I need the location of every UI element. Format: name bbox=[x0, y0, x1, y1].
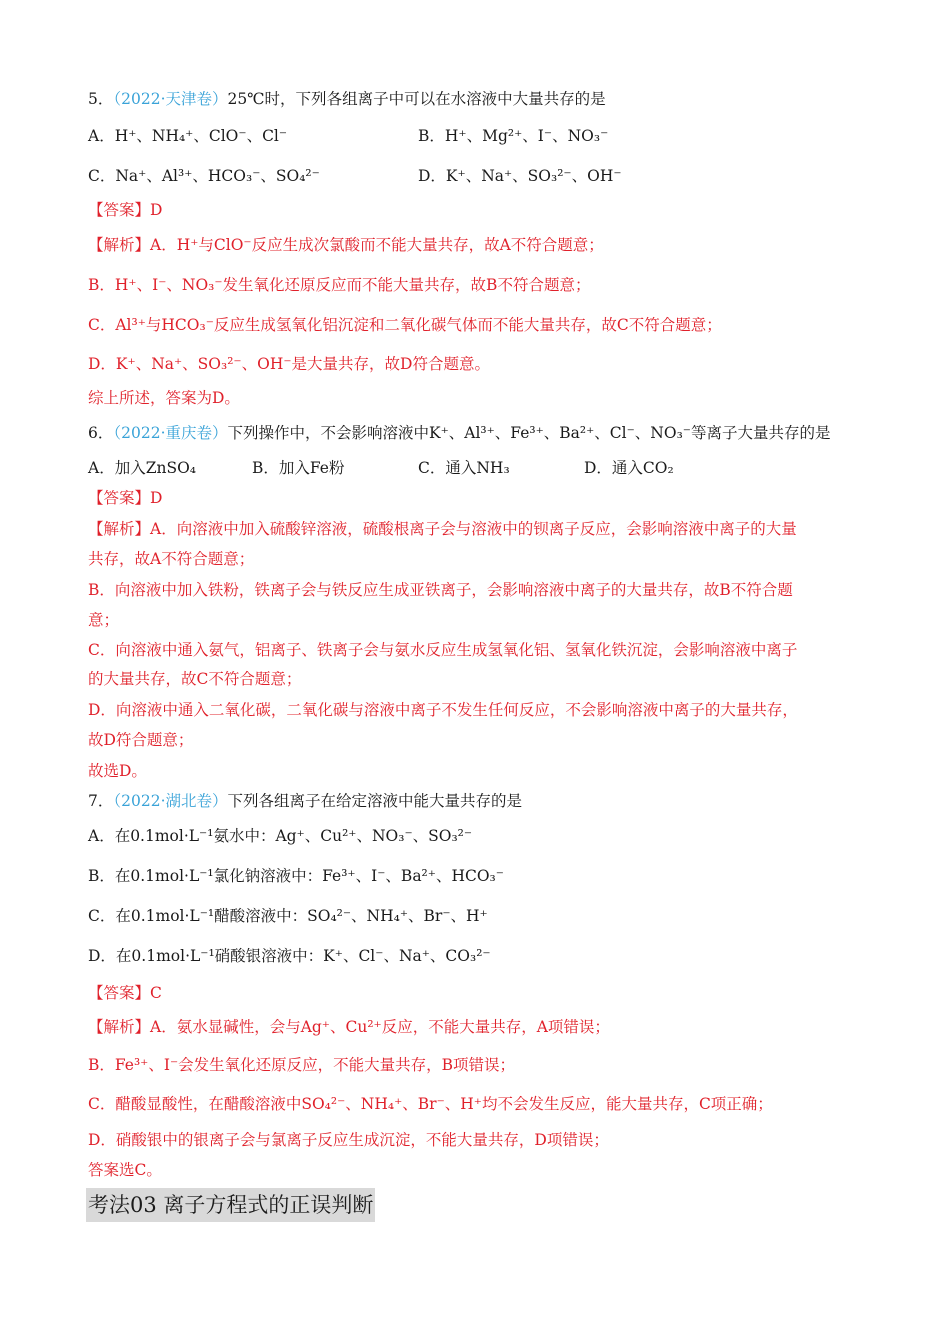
q5-answer: 【答案】D bbox=[88, 201, 163, 219]
q5-explanation-line: D．K⁺、Na⁺、SO₃²⁻、OH⁻是大量共存，故D符合题意。 bbox=[88, 355, 490, 373]
source-tag: （2022·湖北卷） bbox=[113, 792, 228, 810]
q6-option-d: D．通入CO₂ bbox=[584, 459, 674, 477]
q6-explanation-line: 【解析】A．向溶液中加入硫酸锌溶液，硫酸根离子会与溶液中的钡离子反应，会影响溶液中离子的大量 bbox=[88, 520, 797, 538]
q5-option-d: D．K⁺、Na⁺、SO₃²⁻、OH⁻ bbox=[418, 167, 622, 185]
q5-option-a: A．H⁺、NH₄⁺、ClO⁻、Cl⁻ bbox=[88, 127, 288, 145]
q6-explanation-line: D．向溶液中通入二氧化碳，二氧化碳与溶液中离子不发生任何反应，不会影响溶液中离子的大量共存， bbox=[88, 701, 798, 719]
q6-explanation-line: 的大量共存，故C不符合题意； bbox=[88, 670, 302, 688]
q6-explanation-line: 故D符合题意； bbox=[88, 731, 194, 749]
q6-option-a: A．加入ZnSO₄ bbox=[88, 459, 196, 477]
q5-option-b: B．H⁺、Mg²⁺、I⁻、NO₃⁻ bbox=[418, 127, 609, 145]
q6-stem: 6．（2022·重庆卷）下列操作中，不会影响溶液中K⁺、Al³⁺、Fe³⁺、Ba²⁺、Cl⁻、NO₃⁻等离子大量共存的是 bbox=[88, 424, 831, 442]
q5-explanation-line: 综上所述，答案为D。 bbox=[88, 389, 240, 407]
source-tag: （2022·重庆卷） bbox=[113, 424, 228, 442]
q5-stem: 5．（2022·天津卷）25℃时，下列各组离子中可以在水溶液中大量共存的是 bbox=[88, 90, 606, 108]
q7-option-c: C．在0.1mol·L⁻¹醋酸溶液中：SO₄²⁻、NH₄⁺、Br⁻、H⁺ bbox=[88, 907, 488, 925]
q7-option-d: D．在0.1mol·L⁻¹硝酸银溶液中：K⁺、Cl⁻、Na⁺、CO₃²⁻ bbox=[88, 947, 491, 965]
q7-explanation-line: 【解析】A．氨水显碱性，会与Ag⁺、Cu²⁺反应，不能大量共存，A项错误； bbox=[88, 1018, 610, 1036]
q5-explanation-line: 【解析】A．H⁺与ClO⁻反应生成次氯酸而不能大量共存，故A不符合题意； bbox=[88, 236, 604, 254]
q6-option-b: B．加入Fe粉 bbox=[252, 459, 345, 477]
q6-explanation-line: 故选D。 bbox=[88, 762, 147, 780]
q7-option-b: B．在0.1mol·L⁻¹氯化钠溶液中：Fe³⁺、I⁻、Ba²⁺、HCO₃⁻ bbox=[88, 867, 504, 885]
q6-explanation-line: B．向溶液中加入铁粉，铁离子会与铁反应生成亚铁离子，会影响溶液中离子的大量共存，故B不符合题 bbox=[88, 581, 793, 599]
q5-option-c: C．Na⁺、Al³⁺、HCO₃⁻、SO₄²⁻ bbox=[88, 167, 320, 185]
q6-explanation-line: 意； bbox=[88, 611, 120, 629]
q5-explanation-line: C．Al³⁺与HCO₃⁻反应生成氢氧化铝沉淀和二氧化碳气体而不能大量共存，故C不符合题意； bbox=[88, 316, 722, 334]
q6-explanation-line: 共存，故A不符合题意； bbox=[88, 550, 255, 568]
q7-explanation-line: 答案选C。 bbox=[88, 1161, 162, 1179]
q6-answer: 【答案】D bbox=[88, 489, 163, 507]
q7-explanation-line: B．Fe³⁺、I⁻会发生氧化还原反应，不能大量共存，B项错误； bbox=[88, 1056, 516, 1074]
section-heading: 考法03 离子方程式的正误判断 bbox=[86, 1188, 375, 1222]
q7-stem: 7．（2022·湖北卷）下列各组离子在给定溶液中能大量共存的是 bbox=[88, 792, 523, 810]
q6-option-c: C．通入NH₃ bbox=[418, 459, 510, 477]
q7-explanation-line: D．硝酸银中的银离子会与氯离子反应生成沉淀，不能大量共存，D项错误； bbox=[88, 1131, 609, 1149]
q7-answer: 【答案】C bbox=[88, 984, 162, 1002]
q7-explanation-line: C．醋酸显酸性，在醋酸溶液中SO₄²⁻、NH₄⁺、Br⁻、H⁺均不会发生反应，能大量共存，C项正确； bbox=[88, 1095, 773, 1113]
q5-explanation-line: B．H⁺、I⁻、NO₃⁻发生氧化还原反应而不能大量共存，故B不符合题意； bbox=[88, 276, 591, 294]
q6-explanation-line: C．向溶液中通入氨气，铝离子、铁离子会与氨水反应生成氢氧化铝、氢氧化铁沉淀，会影响溶液中离子 bbox=[88, 641, 798, 659]
q7-option-a: A．在0.1mol·L⁻¹氨水中：Ag⁺、Cu²⁺、NO₃⁻、SO₃²⁻ bbox=[88, 827, 473, 845]
source-tag: （2022·天津卷） bbox=[113, 90, 228, 108]
